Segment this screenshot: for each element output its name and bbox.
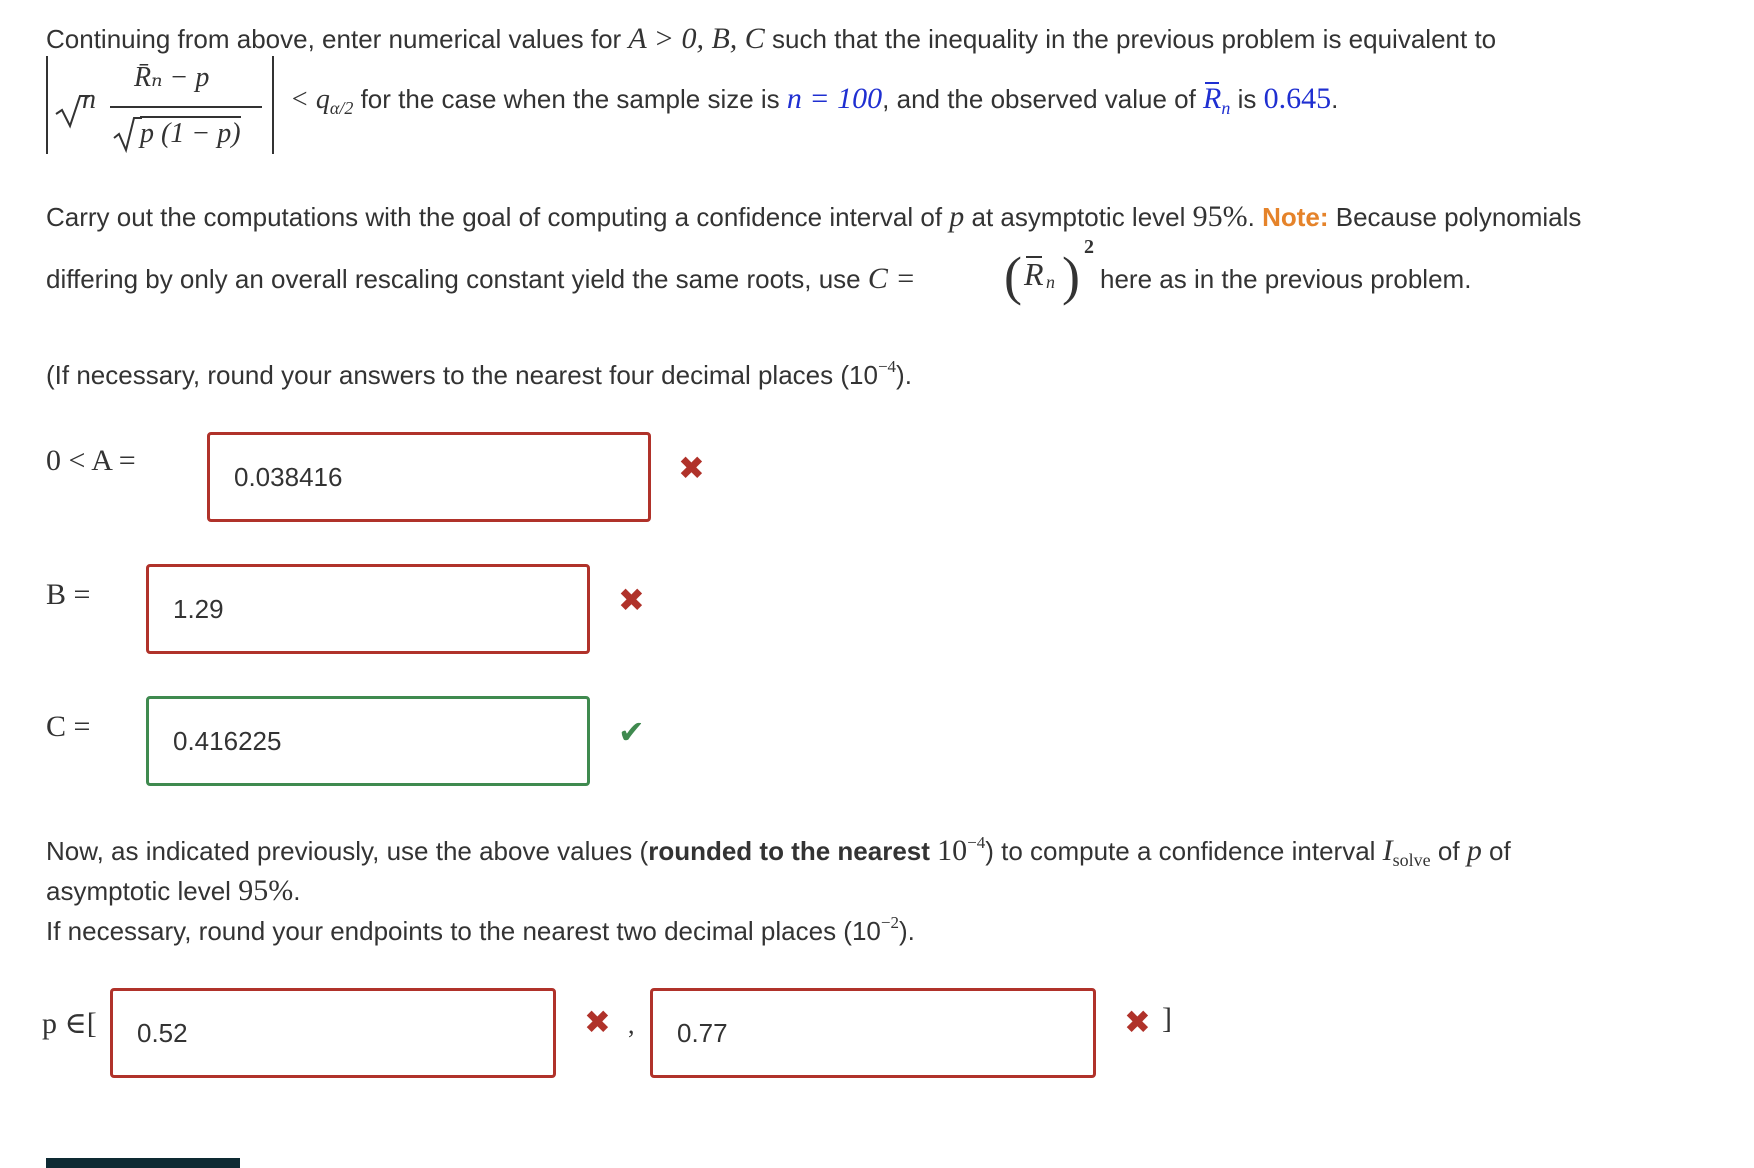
paren-open: ( [1004, 246, 1022, 306]
rounding-instruction: (If necessary, round your answers to the nearest four decimal places $(10^{-4})$. [46, 357, 912, 390]
a-label: 0 < A = [46, 444, 136, 477]
submit-button[interactable] [46, 1158, 240, 1168]
sqrt-n: n [82, 84, 96, 115]
b-label: B = [46, 578, 91, 611]
intro-line-2: < $q_{\alpha/2}$ for the case when the sample size is n = 100, and the observed value of $R_n$ is 0.645. [290, 82, 1339, 119]
incorrect-icon: ✖ [618, 582, 645, 618]
close-bracket: ] [1162, 1002, 1172, 1035]
lower-bound-input[interactable] [110, 988, 556, 1078]
comma-separator: , [628, 1010, 635, 1039]
paren-close: ) [1062, 246, 1080, 306]
interval-line-3: If necessary, round your endpoints to the nearest two decimal places $(10^{-2})$. [46, 913, 915, 946]
incorrect-icon: ✖ [678, 450, 705, 486]
a-input[interactable] [207, 432, 651, 522]
fraction-denominator: p (1 − p) [140, 118, 241, 149]
inequality-expression [46, 56, 286, 160]
instructions-line-2: differing by only an overall rescaling constant yield the same roots, use C = [46, 262, 916, 295]
instructions-line-1: Carry out the computations with the goal of computing a confidence interval of p at asymptotic level 95%. Note: Because polynomials [46, 200, 1582, 233]
correct-check-icon: ✔ [618, 714, 645, 750]
fraction-bar [110, 106, 262, 108]
c-label: C = [46, 710, 91, 743]
b-input[interactable] [146, 564, 590, 654]
incorrect-icon: ✖ [1124, 1004, 1151, 1040]
intro-line-1: Continuing from above, enter numerical values for A > 0, B, C such that the inequality in the previous problem is equivalent to [46, 22, 1497, 55]
rn-bar: R [1203, 82, 1222, 115]
interval-line-1: Now, as indicated previously, use the above values (rounded to the nearest $10^{-4}$) to compute a confidence interval $I_{solve}$ of p of [46, 833, 1511, 871]
interval-line-2: asymptotic level 95%. [46, 874, 301, 907]
note-label: Note: [1262, 202, 1329, 232]
fraction-numerator: R̄ₙ − p [134, 62, 210, 93]
rn-squared: ( R n ) 2 [1004, 236, 1094, 306]
n-equals-100: n = 100 [786, 82, 883, 115]
rn-value: 0.645 [1263, 82, 1332, 115]
incorrect-icon: ✖ [584, 1004, 611, 1040]
sqrt-sign-inner [112, 114, 142, 154]
instructions-line-2b: here as in the previous problem. [1100, 264, 1472, 294]
p-in-label: p ∈[ [42, 1007, 97, 1040]
upper-bound-input[interactable] [650, 988, 1096, 1078]
vars-a-b-c: A > 0, B, C [628, 22, 765, 55]
c-input[interactable] [146, 696, 590, 786]
